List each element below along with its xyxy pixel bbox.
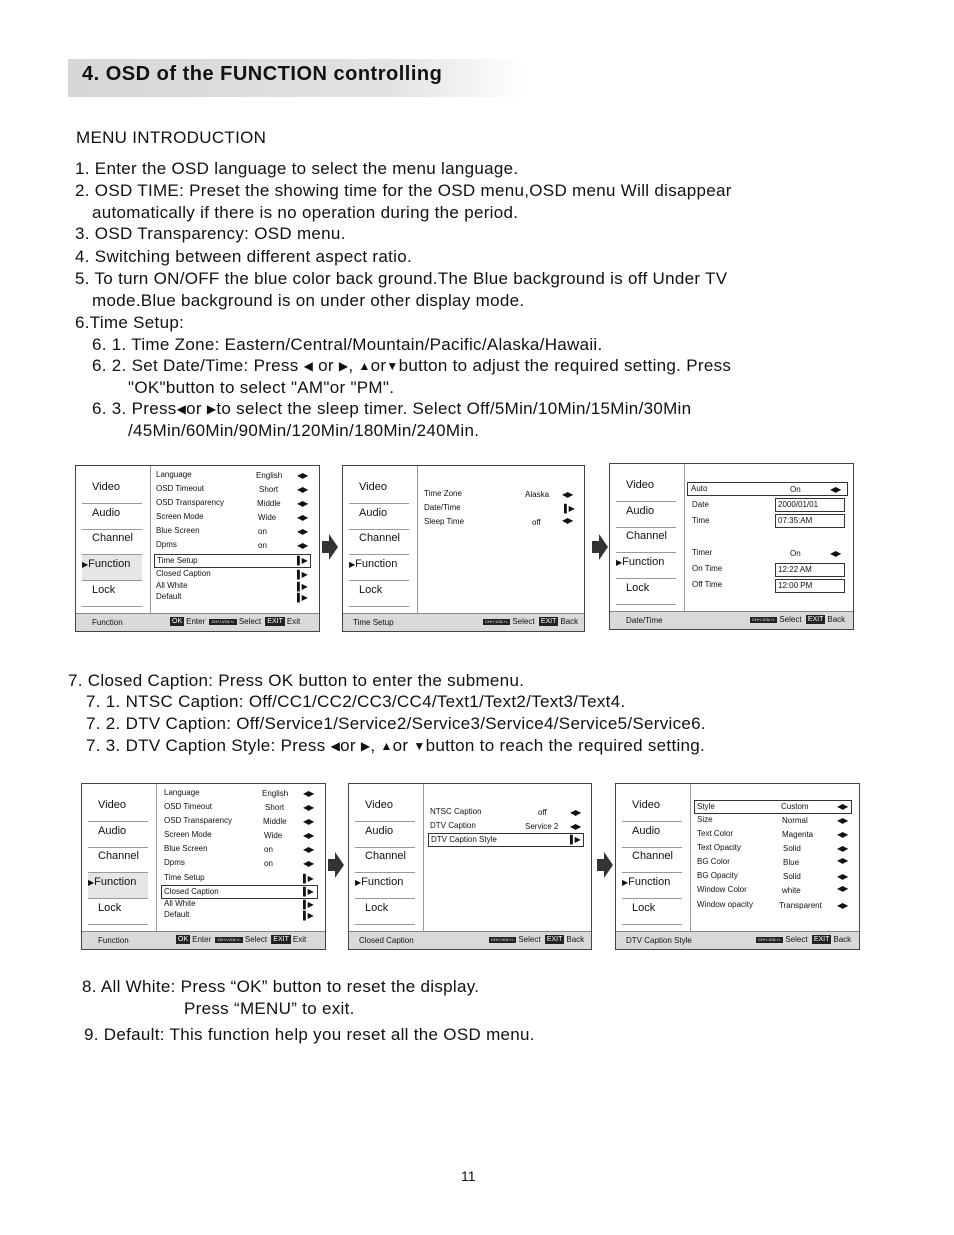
left-right-arrow-icon: ◀▶ <box>837 901 848 910</box>
menu-row-value: Wide <box>258 513 277 522</box>
left-right-arrow-icon: ◀▶ <box>303 817 314 826</box>
exit-key-icon: EXIT <box>813 936 830 943</box>
item-6-1-text: 6. 1. Time Zone: Eastern/Central/Mountain/Pacific/Alaska/Hawaii. <box>92 335 603 354</box>
side-item-channel[interactable] <box>355 847 415 873</box>
menu-row-label[interactable]: OSD Transparency <box>156 498 225 507</box>
item-6-3-part: to select the sleep timer. Select Off/5Min/10Min/15Min/30Min <box>216 399 692 418</box>
footer-label: Select <box>238 617 262 626</box>
menu-row-value: on <box>264 859 273 868</box>
exit-key-icon: EXIT <box>546 936 563 943</box>
item-7-text: 7. Closed Caption: Press OK button to enter the submenu. <box>68 671 525 690</box>
side-item-label: Channel <box>365 850 406 862</box>
side-item-label: Video <box>632 799 660 811</box>
footer-label: Exit <box>292 935 307 944</box>
menu-row-label[interactable]: Timer <box>692 548 713 557</box>
side-item-label: Lock <box>626 582 650 594</box>
side-item-label: Audio <box>92 507 121 519</box>
date-input-field[interactable]: 2000/01/01 <box>775 498 845 512</box>
enter-arrow-icon: ▌▶ <box>570 835 580 844</box>
menu-row-label[interactable]: Window opacity <box>697 900 754 909</box>
menu-row-label[interactable]: Dpms <box>164 858 185 867</box>
item-6-2-part: or <box>370 356 387 375</box>
item-6-2-text-cont: "OK"button to select "AM"or "PM". <box>128 378 395 397</box>
item-2-text-cont: automatically if there is no operation during the period. <box>92 203 519 222</box>
menu-row-label[interactable]: DTV Caption <box>430 821 476 830</box>
left-right-arrow-icon: ◀▶ <box>303 831 314 840</box>
menu-footer <box>343 613 584 631</box>
footer-label: Select <box>518 935 541 944</box>
side-item-label: Video <box>359 481 387 493</box>
closed-caption-menu-screen <box>348 783 592 950</box>
time-input-field[interactable]: 07:35:AM <box>775 514 845 528</box>
side-item-label: Function <box>361 876 404 888</box>
side-item-video[interactable] <box>622 796 682 822</box>
menu-row-label[interactable]: OSD Transparency <box>164 816 233 825</box>
footer-title: DTV Caption Style <box>626 936 692 945</box>
left-right-arrow-icon: ◀▶ <box>837 844 848 853</box>
menu-footer <box>616 931 859 949</box>
side-item-label: Lock <box>359 584 383 596</box>
exit-key-icon: EXIT <box>540 618 557 625</box>
enter-arrow-icon: ▌▶ <box>303 887 313 896</box>
divider <box>417 466 418 613</box>
left-right-arrow-icon: ◀▶ <box>570 822 581 831</box>
menu-row-label[interactable]: On Time <box>692 564 723 573</box>
item-5-text: 5. To turn ON/OFF the blue color back ground.The Blue background is off Under TV <box>75 269 728 288</box>
side-item-label: Function <box>94 876 137 888</box>
enter-arrow-icon: ▌▶ <box>297 570 307 579</box>
menu-row-value: On <box>790 549 801 558</box>
side-item-label: Audio <box>98 825 127 837</box>
menu-row-label-selected[interactable]: DTV Caption Style <box>428 833 584 847</box>
side-item-label: Lock <box>632 902 656 914</box>
menu-intro-heading: MENU INTRODUCTION <box>76 128 267 147</box>
side-item-channel[interactable] <box>616 527 676 553</box>
menu-row-label-selected[interactable]: Closed Caption <box>161 885 318 899</box>
menu-row-value: Wide <box>264 831 283 840</box>
menu-row-value: Magenta <box>782 830 814 839</box>
page-number: 11 <box>461 1168 476 1184</box>
item-6-2-part: 6. 2. Set Date/Time: Press <box>92 356 299 375</box>
side-item-label: Lock <box>365 902 389 914</box>
menu-row-label[interactable]: Time Zone <box>424 489 462 498</box>
enter-arrow-icon: ▌▶ <box>303 874 313 883</box>
menu-footer <box>610 611 853 629</box>
menu-row-value: Solid <box>783 844 801 853</box>
divider <box>690 784 691 931</box>
ch-vol-key-icon: CH+/-VOL+/- <box>758 937 782 942</box>
item-6-2-part: or <box>318 356 334 375</box>
item-7-3-part: or <box>340 736 356 755</box>
footer-title: Date/Time <box>626 616 663 625</box>
right-triangle-icon: ▶ <box>360 739 371 753</box>
item-1-text: 1. Enter the OSD language to select the menu language. <box>75 159 519 178</box>
menu-row-value: Alaska <box>525 490 550 499</box>
menu-row-value: English <box>262 789 289 798</box>
item-7-3-part: 7. 3. DTV Caption Style: Press <box>86 736 326 755</box>
ok-key-icon: OK <box>172 618 183 625</box>
left-right-arrow-icon: ◀▶ <box>297 499 308 508</box>
side-item-video[interactable] <box>616 476 676 502</box>
menu-row-label[interactable]: Language <box>164 788 200 797</box>
item-3-text: 3. OSD Transparency: OSD menu. <box>75 224 346 243</box>
menu-row-label[interactable]: Blue Screen <box>156 526 200 535</box>
side-item-label: Channel <box>632 850 673 862</box>
side-item-label: Audio <box>632 825 661 837</box>
side-item-label: Function <box>355 558 398 570</box>
ch-vol-key-icon: CH+/-VOL+/- <box>752 617 776 622</box>
ok-key-icon: OK <box>178 936 189 943</box>
item-9-text: 9. Default: This function help you reset all the OSD menu. <box>84 1025 535 1044</box>
menu-row-value: Middle <box>257 499 281 508</box>
footer-label: Back <box>827 615 846 624</box>
footer-title: Closed Caption <box>359 936 414 945</box>
divider <box>150 466 151 613</box>
menu-row-label[interactable]: Default <box>156 592 182 601</box>
flow-arrow-icon <box>328 852 344 878</box>
footer-label: Exit <box>286 617 301 626</box>
footer-label: Enter <box>192 935 212 944</box>
enter-arrow-icon: ▌▶ <box>297 582 307 591</box>
side-item-audio[interactable] <box>88 822 148 848</box>
item-7-1-text: 7. 1. NTSC Caption: Off/CC1/CC2/CC3/CC4/Text1/Text2/Text3/Text4. <box>86 692 626 711</box>
off-time-input-field[interactable]: 12:00 PM <box>775 579 845 593</box>
side-item-label: Channel <box>92 532 133 544</box>
side-item-label: Video <box>365 799 393 811</box>
item-8-text-cont: Press “MENU” to exit. <box>184 999 355 1018</box>
time-setup-menu-screen <box>342 465 585 632</box>
up-triangle-icon: ▲ <box>358 359 371 373</box>
menu-row-label[interactable]: OSD Timeout <box>156 484 205 493</box>
menu-footer <box>76 613 319 631</box>
menu-footer <box>349 931 591 949</box>
divider <box>423 784 424 931</box>
menu-row-label[interactable]: OSD Timeout <box>164 802 213 811</box>
left-right-arrow-icon: ◀▶ <box>837 816 848 825</box>
side-item-function[interactable] <box>349 555 409 581</box>
menu-row-label[interactable]: Blue Screen <box>164 844 208 853</box>
on-time-input-field[interactable]: 12:22 AM <box>775 563 845 577</box>
menu-row-value: off <box>532 518 541 527</box>
left-right-arrow-icon: ◀▶ <box>830 549 841 558</box>
menu-row-label[interactable]: Window Color <box>697 885 747 894</box>
left-right-arrow-icon: ◀▶ <box>837 884 848 893</box>
menu-row-label[interactable]: All White <box>156 581 188 590</box>
menu-row-value: Blue <box>783 858 800 867</box>
footer-label: Select <box>512 617 535 626</box>
side-item-audio[interactable] <box>616 502 676 528</box>
side-item-function[interactable] <box>622 873 682 899</box>
item-6-3-part: 6. 3. Press <box>92 399 177 418</box>
flow-arrow-icon <box>597 852 613 878</box>
menu-row-value: Normal <box>782 816 808 825</box>
left-right-arrow-icon: ◀▶ <box>297 471 308 480</box>
side-item-label: Channel <box>626 530 667 542</box>
footer-label: Back <box>560 617 579 626</box>
menu-row-value: Short <box>265 803 285 812</box>
enter-arrow-icon: ▌▶ <box>303 900 313 909</box>
item-7-3-part: button to reach the required setting. <box>425 736 706 755</box>
menu-row-label[interactable]: Screen Mode <box>164 830 212 839</box>
side-item-label: Function <box>628 876 671 888</box>
menu-row-value: on <box>258 527 267 536</box>
side-item-channel[interactable] <box>88 847 148 873</box>
item-6-text: 6.Time Setup: <box>75 313 185 332</box>
footer-label: Select <box>244 935 268 944</box>
ch-vol-key-icon: CH+/-VOL+/- <box>485 619 509 624</box>
down-triangle-icon: ▼ <box>386 359 399 373</box>
section-title: 4. OSD of the FUNCTION controlling <box>82 63 443 85</box>
item-7-3-text <box>86 735 705 757</box>
footer-title: Time Setup <box>353 618 394 627</box>
side-item-label: Audio <box>365 825 394 837</box>
left-right-arrow-icon: ◀▶ <box>837 802 848 811</box>
item-4-text: 4. Switching between different aspect ratio. <box>75 247 413 266</box>
enter-arrow-icon: ▌▶ <box>297 556 307 565</box>
menu-row-value: Custom <box>781 802 809 811</box>
menu-row-label[interactable]: Off Time <box>692 580 723 589</box>
menu-row-value: Solid <box>783 872 801 881</box>
menu-row-label[interactable]: Sleep Time <box>424 517 465 526</box>
side-item-lock[interactable] <box>355 899 415 925</box>
left-right-arrow-icon: ◀▶ <box>297 527 308 536</box>
left-right-arrow-icon: ◀▶ <box>562 516 573 525</box>
menu-row-label[interactable]: Time Setup <box>164 873 205 882</box>
menu-row-label[interactable]: Text Opacity <box>697 843 742 852</box>
side-item-video[interactable] <box>82 478 142 504</box>
menu-row-label[interactable]: Date <box>692 500 709 509</box>
left-right-arrow-icon: ◀▶ <box>297 485 308 494</box>
menu-row-label[interactable]: All White <box>164 899 196 908</box>
footer-title: Function <box>98 936 129 945</box>
item-2-text: 2. OSD TIME: Preset the showing time for the OSD menu,OSD menu Will disappear <box>75 181 732 200</box>
divider <box>684 464 685 611</box>
item-8-text: 8. All White: Press “OK” button to reset the display. <box>82 977 480 996</box>
left-right-arrow-icon: ◀▶ <box>297 541 308 550</box>
pointer-icon: ▶ <box>88 878 95 887</box>
side-item-channel[interactable] <box>622 847 682 873</box>
item-5-text-cont: mode.Blue background is on under other display mode. <box>92 291 525 310</box>
exit-key-icon: EXIT <box>273 936 289 943</box>
side-item-function[interactable] <box>88 873 148 899</box>
side-item-label: Lock <box>98 902 122 914</box>
up-triangle-icon: ▲ <box>380 739 393 753</box>
left-triangle-icon: ◀ <box>176 402 187 416</box>
menu-row-label[interactable]: BG Opacity <box>697 871 738 880</box>
menu-row-label-selected[interactable]: Auto <box>687 482 848 496</box>
menu-row-value: on <box>264 845 273 854</box>
menu-row-label[interactable]: BG Color <box>697 857 730 866</box>
menu-row-label[interactable]: Dpms <box>156 540 177 549</box>
menu-row-value: Transparent <box>779 901 822 910</box>
side-item-label: Video <box>626 479 654 491</box>
item-7-2-text: 7. 2. DTV Caption: Off/Service1/Service2/Service3/Service4/Service5/Service6. <box>86 714 706 733</box>
pointer-icon: ▶ <box>622 878 629 887</box>
flow-arrow-icon <box>592 534 608 560</box>
side-item-label: Audio <box>626 505 655 517</box>
side-item-label: Video <box>98 799 126 811</box>
side-item-audio[interactable] <box>349 504 409 530</box>
side-item-audio[interactable] <box>622 822 682 848</box>
right-triangle-icon: ▶ <box>338 359 349 373</box>
date-time-menu-screen <box>609 463 854 630</box>
pointer-icon: ▶ <box>82 560 89 569</box>
footer-title: Function <box>92 618 123 627</box>
menu-row-label-selected[interactable]: Style <box>694 800 852 814</box>
menu-row-value: Service 2 <box>525 822 559 831</box>
menu-row-label[interactable]: Text Color <box>697 829 734 838</box>
item-6-3-text-cont: /45Min/60Min/90Min/120Min/180Min/240Min. <box>128 421 480 440</box>
side-item-label: Channel <box>359 532 400 544</box>
item-7-3-part: , <box>370 736 376 755</box>
left-right-arrow-icon: ◀▶ <box>562 490 573 499</box>
side-item-label: Lock <box>92 584 116 596</box>
menu-footer <box>82 931 325 949</box>
right-triangle-icon: ▶ <box>206 402 217 416</box>
side-item-label: Audio <box>359 507 388 519</box>
side-item-channel[interactable] <box>349 529 409 555</box>
divider <box>156 784 157 931</box>
exit-key-icon: EXIT <box>807 616 824 623</box>
menu-row-label-selected[interactable]: Time Setup <box>154 554 311 568</box>
menu-row-label[interactable]: Default <box>164 910 190 919</box>
item-6-3-part: or <box>186 399 202 418</box>
left-right-arrow-icon: ◀▶ <box>303 859 314 868</box>
side-item-video[interactable] <box>355 796 415 822</box>
ch-vol-key-icon: CH+/-VOL+/- <box>217 937 241 942</box>
left-triangle-icon: ◀ <box>303 359 314 373</box>
item-6-3-text <box>92 398 691 420</box>
enter-arrow-icon: ▌▶ <box>564 504 574 513</box>
side-item-function[interactable] <box>355 873 415 899</box>
down-triangle-icon: ▼ <box>413 739 426 753</box>
item-6-2-part: , <box>348 356 354 375</box>
item-6-2-part: button to adjust the required setting. Press <box>398 356 732 375</box>
left-right-arrow-icon: ◀▶ <box>837 856 848 865</box>
pointer-icon: ▶ <box>355 878 362 887</box>
footer-label: Enter <box>186 617 206 626</box>
side-item-lock[interactable] <box>82 581 142 607</box>
ch-vol-key-icon: CH+/-VOL+/- <box>491 937 515 942</box>
side-item-label: Function <box>622 556 665 568</box>
left-right-arrow-icon: ◀▶ <box>830 485 841 494</box>
menu-row-label[interactable]: Screen Mode <box>156 512 204 521</box>
menu-row-value: white <box>782 886 801 895</box>
left-triangle-icon: ◀ <box>330 739 341 753</box>
function-menu-screen <box>75 465 320 632</box>
side-item-lock[interactable] <box>88 899 148 925</box>
menu-row-value: on <box>258 541 267 550</box>
enter-arrow-icon: ▌▶ <box>297 593 307 602</box>
left-right-arrow-icon: ◀▶ <box>297 513 308 522</box>
enter-arrow-icon: ▌▶ <box>303 911 313 920</box>
pointer-icon: ▶ <box>349 560 356 569</box>
side-item-lock[interactable] <box>616 579 676 605</box>
menu-row-value: On <box>790 485 801 494</box>
side-item-channel[interactable] <box>82 529 142 555</box>
menu-row-label[interactable]: Size <box>697 815 713 824</box>
side-item-label: Channel <box>98 850 139 862</box>
menu-row-label[interactable]: Language <box>156 470 192 479</box>
menu-row-value: Middle <box>263 817 287 826</box>
side-item-function[interactable] <box>82 555 142 581</box>
side-item-audio[interactable] <box>82 504 142 530</box>
menu-row-label[interactable]: Time <box>692 516 710 525</box>
left-right-arrow-icon: ◀▶ <box>303 803 314 812</box>
left-right-arrow-icon: ◀▶ <box>837 872 848 881</box>
side-item-label: Video <box>92 481 120 493</box>
side-item-function[interactable] <box>616 553 676 579</box>
side-item-video[interactable] <box>349 478 409 504</box>
left-right-arrow-icon: ◀▶ <box>303 789 314 798</box>
item-6-2-text <box>92 355 731 377</box>
side-item-audio[interactable] <box>355 822 415 848</box>
menu-row-label[interactable]: NTSC Caption <box>430 807 482 816</box>
footer-label: Back <box>833 935 852 944</box>
footer-label: Select <box>785 935 808 944</box>
left-right-arrow-icon: ◀▶ <box>570 808 581 817</box>
menu-row-value: off <box>538 808 547 817</box>
side-item-label: Function <box>88 558 131 570</box>
left-right-arrow-icon: ◀▶ <box>837 830 848 839</box>
menu-row-value: English <box>256 471 283 480</box>
left-right-arrow-icon: ◀▶ <box>303 845 314 854</box>
menu-row-label[interactable]: Date/Time <box>424 503 461 512</box>
side-item-video[interactable] <box>88 796 148 822</box>
footer-label: Select <box>779 615 802 624</box>
side-item-lock[interactable] <box>349 581 409 607</box>
flow-arrow-icon <box>322 534 338 560</box>
pointer-icon: ▶ <box>616 558 623 567</box>
exit-key-icon: EXIT <box>267 618 283 625</box>
item-7-3-part: or <box>392 736 409 755</box>
menu-row-label[interactable]: Closed Caption <box>156 569 211 578</box>
side-item-lock[interactable] <box>622 899 682 925</box>
menu-row-value: Short <box>259 485 279 494</box>
dtv-caption-style-menu-screen <box>615 783 860 950</box>
function-menu-screen-2 <box>81 783 326 950</box>
ch-vol-key-icon: CH+/-VOL+/- <box>211 619 235 624</box>
footer-label: Back <box>566 935 585 944</box>
